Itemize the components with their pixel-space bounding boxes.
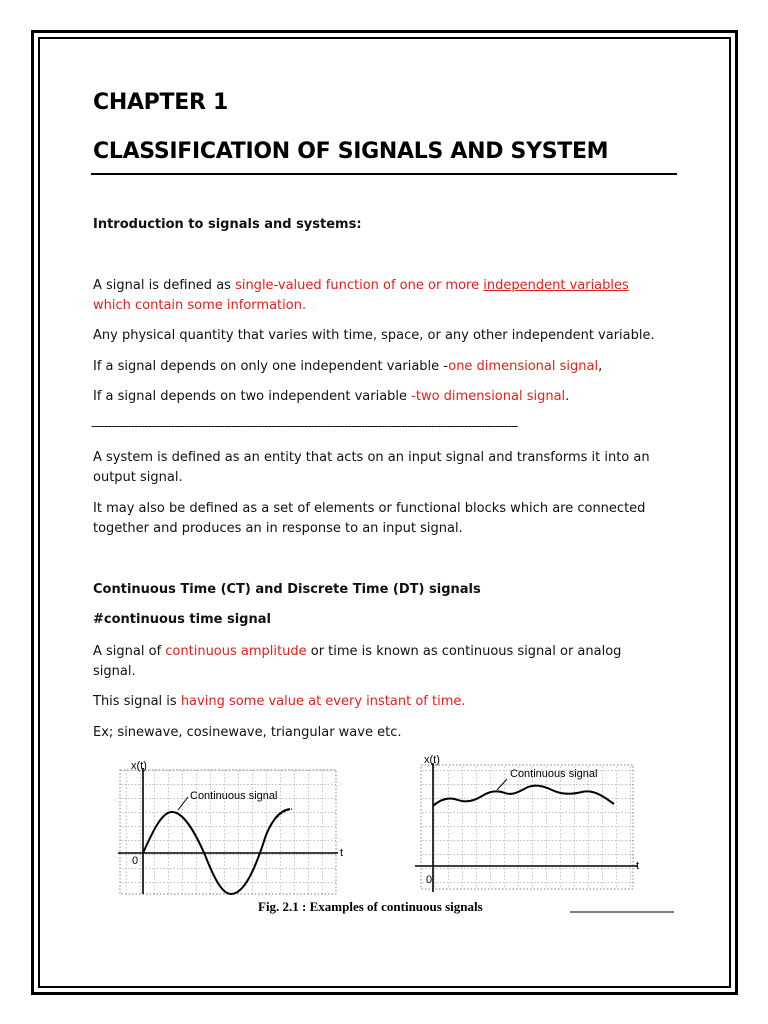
system-def-line1: A system is defined as an entity that acts on an input signal and transforms it into an <box>93 450 650 465</box>
continuous-subheading: #continuous time signal <box>93 612 271 627</box>
dashed-divider: -------------------------------------------------------------------------------------------------------------------------------- <box>91 419 518 433</box>
signal-def-underlined: independent variables <box>483 278 629 293</box>
instant-highlight: having some value at every instant of time. <box>180 694 466 709</box>
left-origin-label: 0 <box>132 855 139 867</box>
two-dim-text: If a signal depends on two independent variable <box>93 389 412 404</box>
one-dim-highlight: one dimensional signal <box>448 359 599 374</box>
chapter-title: CLASSIFICATION OF SIGNALS AND SYSTEM <box>93 139 609 164</box>
left-annotation: Continuous signal <box>190 790 278 802</box>
system-alt-def-line2: together and produces an in response to an input signal. <box>93 521 463 536</box>
continuous-def-suffix: or time is known as continuous signal or analog <box>306 644 622 659</box>
continuous-def-highlight: continuous amplitude <box>165 644 307 659</box>
two-dim-highlight: -two dimensional signal <box>411 389 566 404</box>
right-x-label: t <box>636 860 640 872</box>
signal-def-highlight: single-valued function of one or more <box>235 278 484 293</box>
two-dim-suffix: . <box>565 389 570 404</box>
continuous-def-text: A signal of <box>93 644 166 659</box>
ct-dt-heading: Continuous Time (CT) and Discrete Time (DT) signals <box>93 582 481 597</box>
continuous-def-line2: signal. <box>93 664 136 679</box>
left-x-label: t <box>340 847 344 859</box>
chapter-number: CHAPTER 1 <box>93 90 228 115</box>
right-grid <box>421 765 633 889</box>
instant-text: This signal is <box>93 694 181 709</box>
one-dim-suffix: , <box>598 359 603 374</box>
system-def-line2: output signal. <box>93 470 183 485</box>
right-graph <box>415 754 639 892</box>
one-dim-text: If a signal depends on only one independent variable - <box>93 359 449 374</box>
right-y-label: x(t) <box>424 754 440 766</box>
intro-heading: Introduction to signals and systems: <box>93 217 362 232</box>
signal-definition-line2: which contain some information. <box>93 298 307 313</box>
examples-line: Ex; sinewave, cosinewave, triangular wave etc. <box>93 725 402 740</box>
left-graph <box>118 760 343 894</box>
right-annotation: Continuous signal <box>510 768 598 780</box>
right-origin-label: 0 <box>426 874 433 886</box>
figure-caption: Fig. 2.1 : Examples of continuous signals <box>258 899 483 914</box>
physical-quantity-line: Any physical quantity that varies with time, space, or any other independent variable. <box>93 328 655 343</box>
left-y-label: x(t) <box>131 760 147 772</box>
signal-def-text: A signal is defined as <box>93 278 236 293</box>
system-alt-def-line1: It may also be defined as a set of elements or functional blocks which are connected <box>93 501 646 516</box>
